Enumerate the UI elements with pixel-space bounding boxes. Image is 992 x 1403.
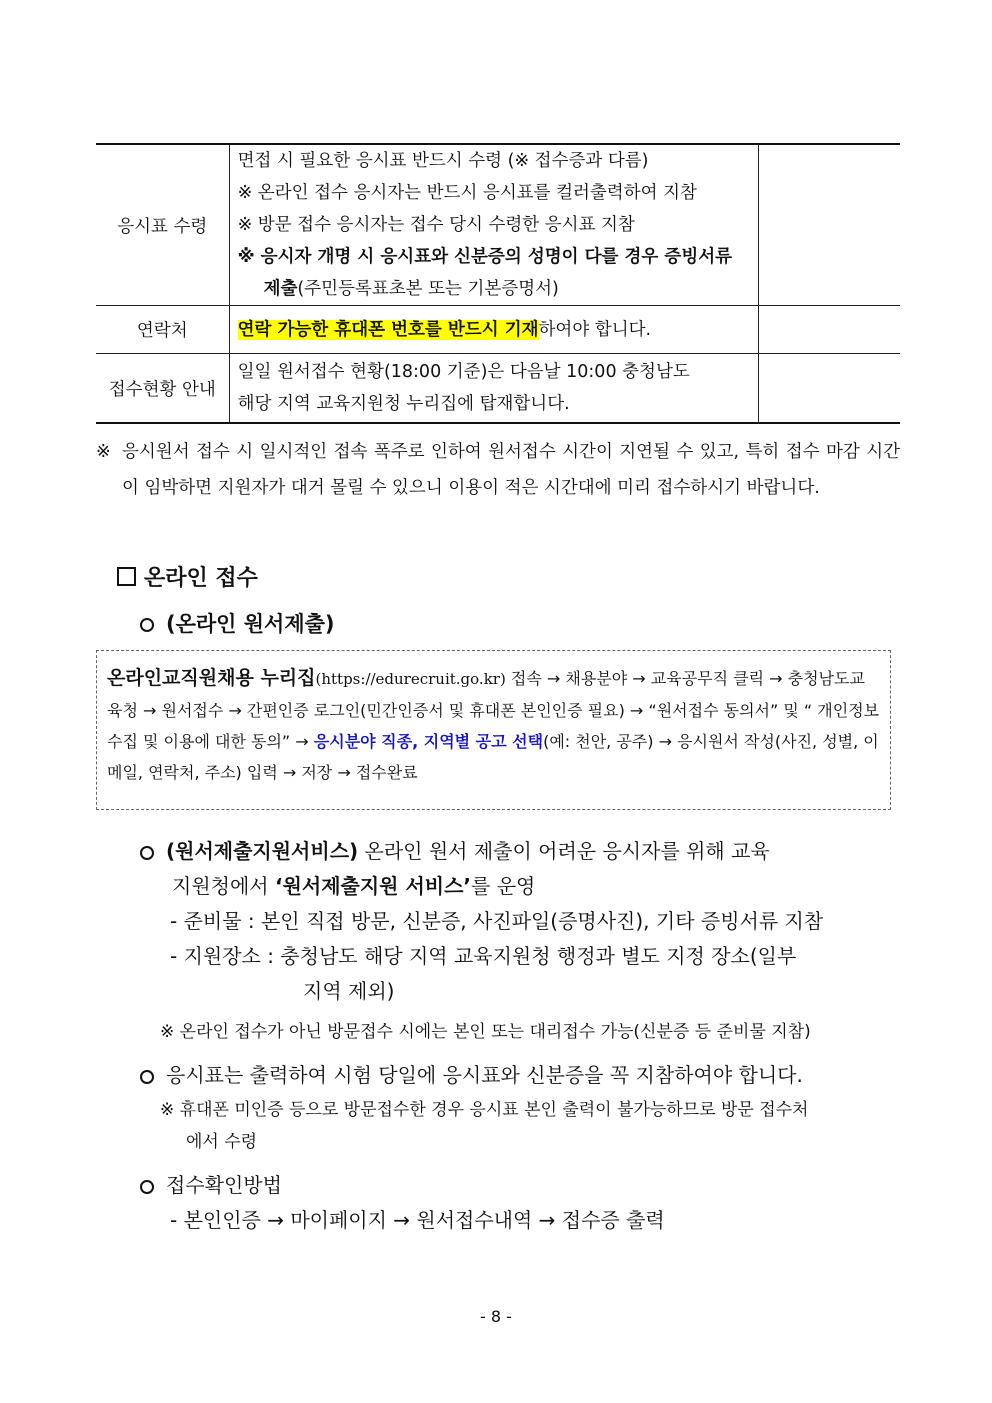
ticket-note: ※ 휴대폰 미인증 등으로 방문접수한 경우 응시표 본인 출력이 불가능하므로 방문 접수처 (160, 1100, 809, 1120)
row-header: 접수현황 안내 (96, 354, 229, 424)
table-line: 해당 지역 교육지원청 누리집에 탑재합니다. (237, 394, 570, 414)
circle-bullet-icon (140, 618, 154, 632)
confirm-steps: - 본인인증 → 마이페이지 → 원서접수내역 → 접수증 출력 (170, 1208, 665, 1232)
table-line: ※ 온라인 접수 응시자는 반드시 응시표를 컬러출력하여 지참 (237, 183, 697, 203)
steps-text: 접속 → 채용분야 → 교육공무직 클릭 → 충청남도교육청 → 원서접수 → 간편인증 로그인(민간인증서 및 휴대폰 본인인증 필요) → “원서접수 동의서” 및 “ 개인정보 수집 및 이용에 대한 동의” → (107, 669, 880, 751)
notice-text: 응시원서 접수 시 일시적인 접속 폭주로 인하여 원서접수 시간이 지연될 수 있고, 특히 접수 마감 시간이 임박하면 지원자가 대거 몰릴 수 있으니 이용이 적은 시간대에 미리 접수하시기 바랍니다. (122, 442, 900, 498)
section-title-text: 온라인 접수 (144, 565, 258, 591)
circle-bullet-icon (140, 846, 154, 860)
service-text: 지원청에서 (172, 874, 275, 898)
online-steps-box (96, 650, 891, 810)
table-row-ticket (96, 144, 900, 306)
table-line: ※ 방문 접수 응시자는 접수 당시 수령한 응시표 지참 (237, 215, 635, 235)
service-text: 온라인 원서 제출이 어려운 응시자를 위해 교육 (358, 839, 770, 863)
subsection-title (140, 608, 335, 640)
confirm-line (140, 1168, 900, 1203)
row-content (229, 144, 758, 306)
table-text: (주민등록표초본 또는 기본증명서) (297, 279, 559, 299)
table-row-contact (96, 306, 900, 354)
table-line (238, 273, 750, 305)
prep-line: - 준비물 : 본인 직접 방문, 신분증, 사진파일(증명사진), 기타 증빙서류 지참 (170, 909, 824, 933)
empty-cell (758, 354, 900, 424)
service-paragraph (140, 834, 900, 1009)
row-header: 응시표 수령 (96, 144, 229, 306)
place-line: - 지원장소 : 충청남도 해당 지역 교육지원청 행정과 별도 지정 장소(일부 (170, 944, 797, 968)
ticket-text: 응시표는 출력하여 시험 당일에 응시표와 신분증을 꼭 지참하여야 합니다. (166, 1063, 803, 1087)
service-line (140, 869, 900, 904)
site-url[interactable]: (https://edurecruit.go.kr) (315, 670, 506, 688)
ticket-line (140, 1058, 900, 1093)
table-line (238, 314, 750, 346)
page-number: - 8 - (480, 1307, 512, 1326)
notice (96, 434, 900, 506)
visit-note: ※ 온라인 접수가 아닌 방문접수 시에는 본인 또는 대리접수 가능(신분증 등 준비물 지참) (160, 1022, 811, 1042)
service-text: 를 운영 (471, 874, 536, 898)
confirm-paragraph (140, 1168, 900, 1238)
row-header: 연락처 (96, 306, 229, 354)
subsection-title-text: (온라인 원서제출) (166, 612, 335, 636)
circle-bullet-icon (140, 1180, 154, 1194)
table-line: ※ 응시자 개명 시 응시표와 신분증의 성명이 다를 경우 증빙서류 (237, 247, 733, 267)
confirm-title: 접수확인방법 (166, 1173, 282, 1197)
ticket-note: 에서 수령 (186, 1132, 258, 1152)
reference-mark: ※ (96, 442, 111, 462)
table-text: 하여야 합니다. (538, 319, 652, 340)
info-table (96, 143, 900, 424)
circle-bullet-icon (140, 1070, 154, 1084)
service-line (140, 834, 900, 869)
row-content (229, 306, 758, 354)
empty-cell (758, 144, 900, 306)
empty-cell (758, 306, 900, 354)
service-name: ‘원서제출지원 서비스’ (274, 874, 472, 898)
highlight-text: 연락 가능한 휴대폰 번호를 반드시 기재 (237, 319, 539, 340)
bold-text: 제출 (263, 279, 298, 299)
place-line: 지역 제외) (303, 979, 395, 1003)
section-title (117, 560, 258, 592)
service-title: (원서제출지원서비스) (166, 839, 359, 863)
emphasis-text: 응시분야 직종, 지역별 공고 선택 (313, 732, 544, 751)
site-name: 온라인교직원채용 누리집 (107, 667, 316, 689)
steps-text: (예: 천안, 공주) → 응시원서 작성(사진, 성별, 이메일, 연락처, 주소) 입력 → 저장 → 접수완료 (107, 732, 879, 782)
ticket-paragraph (140, 1058, 900, 1093)
row-content (229, 354, 758, 424)
square-bullet-icon (117, 567, 136, 586)
table-line: 일일 원서접수 현황(18:00 기준)은 다음날 10:00 충청남도 (237, 362, 690, 382)
table-line: 면접 시 필요한 응시표 반드시 수령 (※ 접수증과 다름) (237, 151, 649, 171)
table-row-status (96, 354, 900, 424)
